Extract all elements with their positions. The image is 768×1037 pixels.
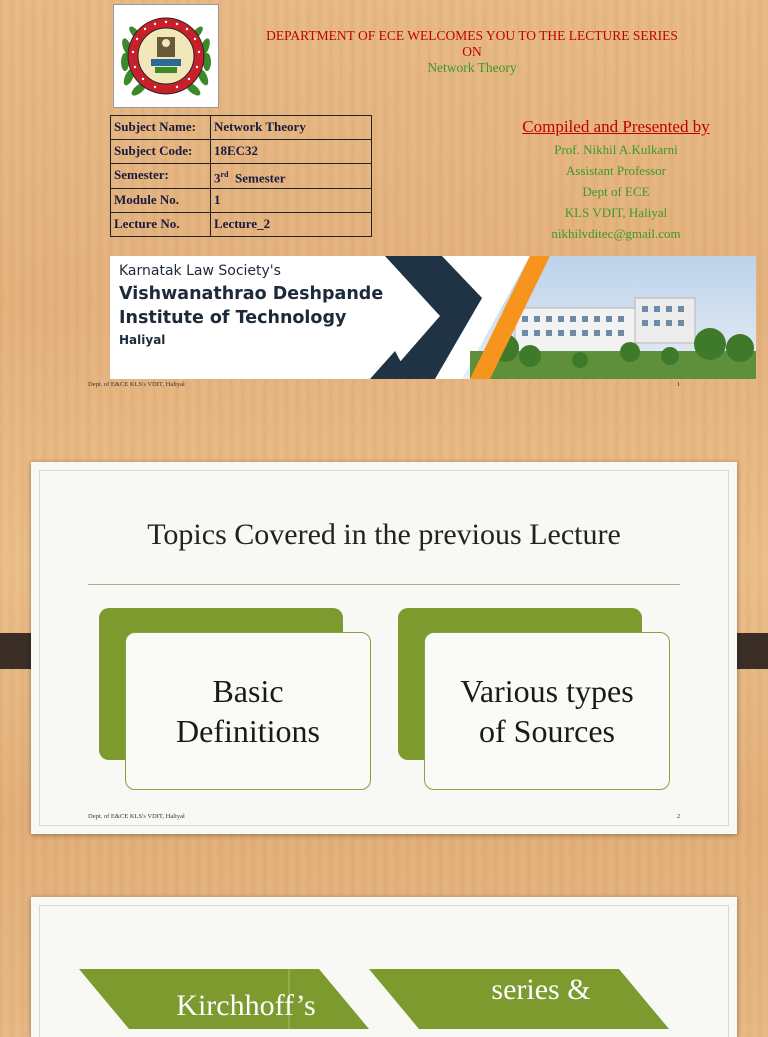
subject-info-table: [110, 115, 372, 237]
banner-institute-line-2: Institute of Technology: [119, 308, 347, 328]
topic-2-line-1: Various types: [460, 673, 634, 709]
table-row: [111, 140, 372, 164]
presenter-email: nikhilvditec@gmail.com: [551, 226, 681, 241]
banner-text: [119, 262, 383, 348]
chevron-1-text: Kirchhoff’s: [176, 989, 316, 1022]
slide-2-title: Topics Covered in the previous Lecture: [147, 518, 621, 551]
topic-1-line-1: Basic: [212, 673, 284, 709]
table-row: [111, 213, 372, 237]
table-cell-key: Module No.: [111, 189, 211, 213]
table-row: [111, 189, 372, 213]
presenter-heading: Compiled and Presented by: [522, 117, 710, 136]
slide-1-footer: Dept. of E&CE KLS's VDIT, Haliyal: [88, 381, 185, 388]
welcome-heading: [240, 28, 704, 76]
topic-card-various-sources: [424, 632, 670, 790]
institute-banner: [110, 256, 756, 379]
topic-card-basic-definitions: [125, 632, 371, 790]
chevron-2-text: series &: [491, 973, 591, 1006]
table-cell-key: Subject Code:: [111, 140, 211, 164]
semester-word: Semester: [228, 170, 286, 186]
table-cell-value: Network Theory: [211, 116, 372, 140]
slide-3: [31, 897, 737, 1037]
presenter-college: KLS VDIT, Haliyal: [564, 205, 668, 220]
slide-2: [31, 462, 737, 834]
semester-number: 3: [214, 170, 221, 186]
table-cell-value: 18EC32: [211, 140, 372, 164]
table-cell-key: Subject Name:: [111, 116, 211, 140]
table-cell-value: Lecture_2: [211, 213, 372, 237]
slide-2-footer: Dept. of E&CE KLS's VDIT, Haliyal: [88, 813, 185, 820]
title-divider: [88, 584, 680, 585]
slide-2-page-number: 2: [677, 813, 681, 820]
banner-location: Haliyal: [119, 333, 166, 347]
presenter-name: Prof. Nikhil A.Kulkarni: [554, 142, 678, 157]
slide-1-page-number: 1: [677, 381, 681, 388]
welcome-line-2: ON: [462, 44, 482, 59]
welcome-line-1: DEPARTMENT OF ECE WELCOMES YOU TO THE LECTURE SERIES: [266, 28, 678, 43]
table-row: [111, 164, 372, 189]
banner-institute-line-1: Vishwanathrao Deshpande: [119, 284, 384, 304]
topic-2-line-2: of Sources: [479, 713, 615, 749]
topic-1-line-2: Definitions: [176, 713, 320, 749]
presenter-block: [490, 117, 742, 244]
welcome-subject: Network Theory: [427, 60, 517, 75]
semester-suffix: rd: [220, 170, 229, 179]
table-cell-key: Semester:: [111, 164, 211, 189]
college-logo: [113, 4, 219, 108]
table-cell-value: [211, 164, 372, 189]
table-cell-value: 1: [211, 189, 372, 213]
presenter-dept: Dept of ECE: [582, 184, 650, 199]
presenter-designation: Assistant Professor: [565, 163, 667, 178]
table-row: [111, 116, 372, 140]
banner-society: Karnatak Law Society's: [119, 263, 281, 279]
table-cell-key: Lecture No.: [111, 213, 211, 237]
